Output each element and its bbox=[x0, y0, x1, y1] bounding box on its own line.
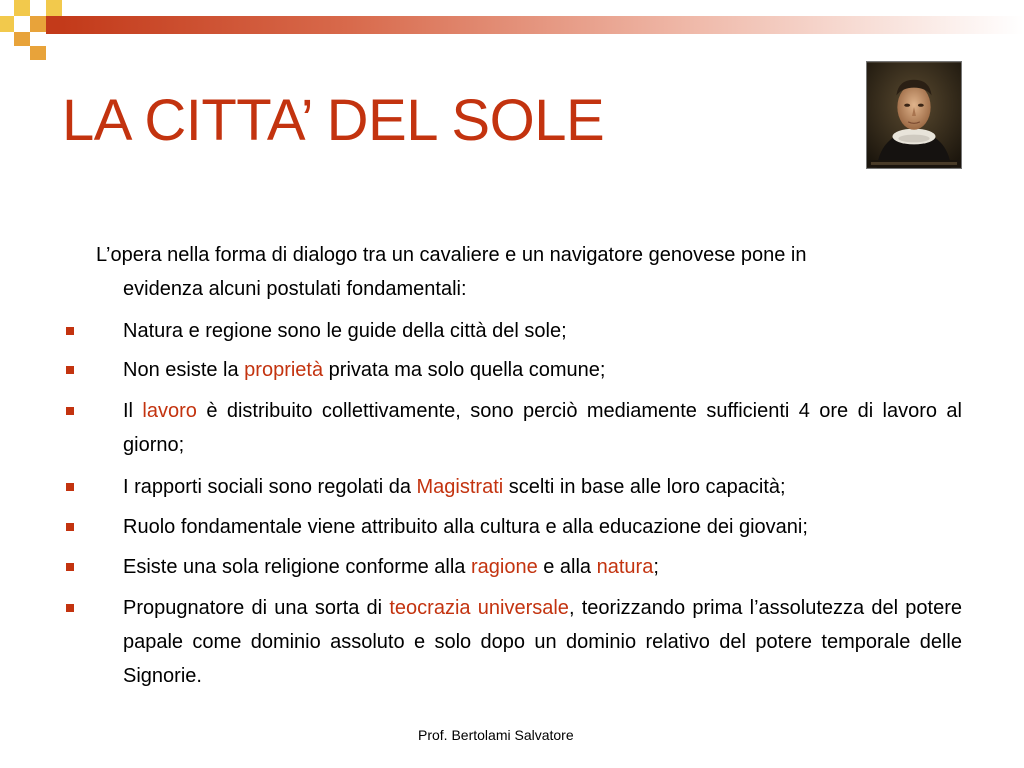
bullet-text bbox=[123, 510, 962, 544]
bullet-text-segment: Non esiste la bbox=[123, 359, 245, 381]
bullet-text bbox=[123, 591, 962, 693]
bullet-text-segment: scelti in base alle loro capacità; bbox=[503, 476, 786, 498]
footer-author: Prof. Bertolami Salvatore bbox=[418, 727, 574, 743]
bullet-text-segment: privata ma solo quella comune; bbox=[323, 359, 606, 381]
deco-square bbox=[14, 0, 30, 16]
deco-square bbox=[30, 16, 46, 32]
deco-square bbox=[14, 32, 30, 46]
bullet-text-segment: Il bbox=[123, 400, 143, 422]
header-decoration bbox=[0, 0, 1024, 64]
bullet-text bbox=[123, 353, 962, 387]
deco-square bbox=[0, 16, 14, 32]
bullet-text-segment: è distribuito collettivamente, sono perciò mediamente sufficienti 4 ore di lavoro al giorno; bbox=[123, 400, 962, 456]
bullet-text-segment: e alla bbox=[537, 556, 597, 578]
highlight-term: teocrazia universale bbox=[389, 597, 569, 619]
deco-square bbox=[30, 46, 46, 60]
bullet-text-segment: Ruolo fondamentale viene attribuito alla cultura e alla educazione dei giovani; bbox=[123, 516, 808, 538]
bullet-text-segment: Esiste una sola religione conforme alla bbox=[123, 556, 471, 578]
slide-title: LA CITTA’ DEL SOLE bbox=[62, 88, 605, 153]
bullet-text-segment: , teorizzando prima l’assolutezza del potere papale come dominio assoluto e solo dopo un dominio relativo del potere temporale delle Signorie. bbox=[123, 597, 963, 687]
highlight-term: proprietà bbox=[244, 359, 324, 381]
deco-square bbox=[46, 16, 62, 34]
bullet-text-segment: Propugnatore di una sorta di bbox=[123, 597, 390, 619]
highlight-term: natura bbox=[596, 556, 654, 578]
intro-line: evidenza alcuni postulati fondamentali: bbox=[123, 278, 467, 300]
bullet-text-segment: ; bbox=[653, 556, 659, 578]
bullet-text-segment: Natura e regione sono le guide della città del sole; bbox=[123, 320, 567, 342]
header-gradient-bar bbox=[62, 16, 1024, 34]
bullet-text bbox=[123, 550, 962, 584]
square-bullet-icon bbox=[66, 523, 74, 531]
square-bullet-icon bbox=[66, 407, 74, 415]
bullet-text bbox=[123, 394, 962, 462]
square-bullet-icon bbox=[66, 327, 74, 335]
square-bullet-icon bbox=[66, 366, 74, 374]
highlight-term: Magistrati bbox=[416, 476, 504, 498]
bullet-text-segment: I rapporti sociali sono regolati da bbox=[123, 476, 417, 498]
square-bullet-icon bbox=[66, 563, 74, 571]
bullet-text bbox=[123, 470, 962, 504]
bullet-text bbox=[123, 314, 962, 348]
deco-square bbox=[46, 0, 62, 16]
square-bullet-icon bbox=[66, 604, 74, 612]
square-bullet-icon bbox=[66, 483, 74, 491]
highlight-term: ragione bbox=[470, 556, 538, 578]
intro-paragraph bbox=[96, 238, 962, 306]
highlight-term: lavoro bbox=[142, 400, 197, 422]
intro-line: L’opera nella forma di dialogo tra un cavaliere e un navigatore genovese pone in bbox=[96, 244, 807, 266]
portrait-image bbox=[866, 61, 962, 169]
